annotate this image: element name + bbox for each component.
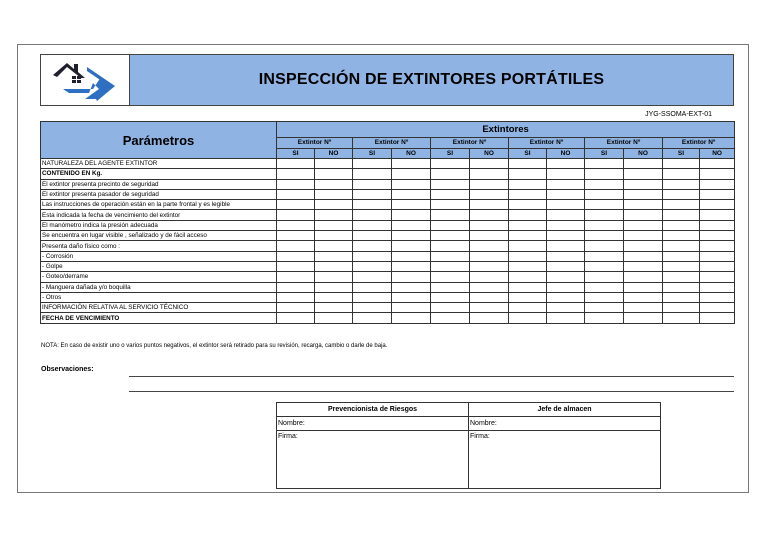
no-check-cell[interactable] — [547, 303, 585, 313]
si-check-cell[interactable] — [353, 169, 392, 179]
no-check-cell[interactable] — [470, 272, 509, 282]
no-check-cell[interactable] — [470, 179, 509, 189]
parameter-label: - Corrosión — [41, 251, 277, 261]
si-check-cell[interactable] — [353, 292, 392, 302]
table-row — [41, 231, 735, 241]
no-check-cell[interactable] — [392, 303, 431, 313]
no-check-cell[interactable] — [547, 231, 585, 241]
si-check-cell[interactable] — [353, 189, 392, 199]
table-row — [41, 261, 735, 271]
no-check-cell[interactable] — [624, 261, 663, 271]
no-check-cell[interactable] — [470, 292, 509, 302]
si-check-cell[interactable] — [431, 292, 470, 302]
si-check-cell[interactable] — [353, 179, 392, 189]
si-check-cell[interactable] — [509, 292, 547, 302]
si-check-cell[interactable] — [277, 200, 315, 210]
no-check-cell[interactable] — [700, 261, 735, 271]
parameter-label: El extintor presenta precinto de seguridad — [41, 179, 277, 189]
table-row — [41, 251, 735, 261]
si-check-cell[interactable] — [431, 179, 470, 189]
no-check-cell[interactable] — [315, 282, 353, 292]
si-check-cell[interactable] — [663, 231, 700, 241]
si-header: SI — [509, 148, 547, 158]
table-row — [41, 159, 735, 169]
si-check-cell[interactable] — [663, 200, 700, 210]
no-check-cell[interactable] — [392, 292, 431, 302]
si-check-cell[interactable] — [431, 303, 470, 313]
extintor-number-header[interactable]: Extintor Nº — [431, 138, 509, 148]
no-check-cell[interactable] — [624, 169, 663, 179]
no-check-cell[interactable] — [547, 272, 585, 282]
si-header: SI — [277, 148, 315, 158]
no-check-cell[interactable] — [624, 220, 663, 230]
nota-text: NOTA: En caso de existir uno o varios puntos negativos, el extintor será retirado para su revisión, recarga, cambio o darle de baja. — [41, 343, 388, 349]
si-check-cell[interactable] — [277, 282, 315, 292]
no-check-cell[interactable] — [392, 282, 431, 292]
si-check-cell[interactable] — [509, 189, 547, 199]
table-row — [41, 282, 735, 292]
extintor-number-header[interactable]: Extintor Nº — [585, 138, 663, 148]
si-check-cell[interactable] — [585, 200, 624, 210]
no-check-cell[interactable] — [315, 261, 353, 271]
signature-title-jefe: Jefe de almacen — [469, 403, 660, 417]
si-check-cell[interactable] — [277, 261, 315, 271]
no-check-cell[interactable] — [392, 241, 431, 251]
si-check-cell[interactable] — [585, 210, 624, 220]
table-row — [41, 169, 735, 179]
no-check-cell[interactable] — [470, 303, 509, 313]
no-check-cell[interactable] — [700, 231, 735, 241]
si-header: SI — [663, 148, 700, 158]
no-check-cell[interactable] — [315, 169, 353, 179]
no-check-cell[interactable] — [547, 169, 585, 179]
si-check-cell[interactable] — [353, 251, 392, 261]
si-check-cell[interactable] — [431, 241, 470, 251]
si-check-cell[interactable] — [353, 220, 392, 230]
si-check-cell[interactable] — [585, 231, 624, 241]
no-check-cell[interactable] — [547, 189, 585, 199]
si-check-cell[interactable] — [431, 200, 470, 210]
no-check-cell[interactable] — [470, 210, 509, 220]
si-check-cell[interactable] — [585, 313, 624, 323]
no-check-cell[interactable] — [315, 303, 353, 313]
no-check-cell[interactable] — [392, 313, 431, 323]
no-check-cell[interactable] — [470, 251, 509, 261]
no-check-cell[interactable] — [392, 251, 431, 261]
si-check-cell[interactable] — [509, 303, 547, 313]
table-row — [41, 200, 735, 210]
parameter-label: Las instrucciones de operación están en la parte frontal y es legible — [41, 200, 277, 210]
no-check-cell[interactable] — [392, 261, 431, 271]
table-row — [41, 303, 735, 313]
si-check-cell[interactable] — [585, 220, 624, 230]
no-check-cell[interactable] — [470, 241, 509, 251]
no-check-cell[interactable] — [624, 159, 663, 169]
si-check-cell[interactable] — [431, 210, 470, 220]
parameter-label: El manómetro indica la presión adecuada — [41, 220, 277, 230]
no-check-cell[interactable] — [547, 200, 585, 210]
si-check-cell[interactable] — [353, 241, 392, 251]
si-check-cell[interactable] — [431, 261, 470, 271]
extintor-number-header[interactable]: Extintor Nº — [663, 138, 735, 148]
no-check-cell[interactable] — [700, 210, 735, 220]
si-check-cell[interactable] — [663, 241, 700, 251]
no-check-cell[interactable] — [700, 159, 735, 169]
si-check-cell[interactable] — [431, 272, 470, 282]
parameter-label: INFORMACIÓN RELATIVA AL SERVICIO TÉCNICO — [41, 303, 277, 313]
no-check-cell[interactable] — [700, 220, 735, 230]
si-check-cell[interactable] — [353, 200, 392, 210]
signature-box-prevencionista — [276, 402, 469, 489]
si-check-cell[interactable] — [509, 272, 547, 282]
no-header: NO — [700, 148, 735, 158]
no-check-cell[interactable] — [624, 272, 663, 282]
si-check-cell[interactable] — [663, 282, 700, 292]
no-check-cell[interactable] — [624, 189, 663, 199]
no-check-cell[interactable] — [470, 189, 509, 199]
no-check-cell[interactable] — [547, 313, 585, 323]
parameter-label: Se encuentra en lugar visible , señalizado y de fácil acceso — [41, 231, 277, 241]
si-check-cell[interactable] — [277, 210, 315, 220]
no-check-cell[interactable] — [624, 231, 663, 241]
si-check-cell[interactable] — [585, 241, 624, 251]
si-check-cell[interactable] — [509, 159, 547, 169]
table-row — [41, 272, 735, 282]
parameter-label: El extintor presenta pasador de seguridad — [41, 189, 277, 199]
no-check-cell[interactable] — [315, 220, 353, 230]
si-check-cell[interactable] — [277, 251, 315, 261]
no-check-cell[interactable] — [470, 261, 509, 271]
si-check-cell[interactable] — [431, 220, 470, 230]
si-check-cell[interactable] — [509, 179, 547, 189]
no-check-cell[interactable] — [392, 159, 431, 169]
no-check-cell[interactable] — [624, 282, 663, 292]
si-check-cell[interactable] — [509, 313, 547, 323]
no-check-cell[interactable] — [624, 241, 663, 251]
no-header: NO — [547, 148, 585, 158]
no-check-cell[interactable] — [315, 179, 353, 189]
si-check-cell[interactable] — [663, 220, 700, 230]
si-check-cell[interactable] — [663, 251, 700, 261]
no-check-cell[interactable] — [700, 179, 735, 189]
si-check-cell[interactable] — [277, 169, 315, 179]
observaciones-line-1[interactable] — [129, 376, 734, 377]
observaciones-line-2[interactable] — [129, 391, 734, 392]
no-check-cell[interactable] — [547, 251, 585, 261]
parameter-label: Presenta daño físico como : — [41, 241, 277, 251]
si-check-cell[interactable] — [277, 159, 315, 169]
si-check-cell[interactable] — [663, 303, 700, 313]
si-header: SI — [431, 148, 470, 158]
no-check-cell[interactable] — [470, 159, 509, 169]
no-check-cell[interactable] — [315, 313, 353, 323]
no-check-cell[interactable] — [624, 210, 663, 220]
no-check-cell[interactable] — [470, 313, 509, 323]
si-check-cell[interactable] — [509, 241, 547, 251]
no-check-cell[interactable] — [547, 210, 585, 220]
si-check-cell[interactable] — [431, 189, 470, 199]
no-check-cell[interactable] — [392, 200, 431, 210]
inspection-table — [40, 121, 735, 324]
si-check-cell[interactable] — [585, 169, 624, 179]
extintor-number-header[interactable]: Extintor Nº — [353, 138, 431, 148]
no-check-cell[interactable] — [547, 179, 585, 189]
si-check-cell[interactable] — [585, 179, 624, 189]
no-header: NO — [624, 148, 663, 158]
si-check-cell[interactable] — [277, 231, 315, 241]
no-check-cell[interactable] — [700, 251, 735, 261]
si-check-cell[interactable] — [277, 179, 315, 189]
no-check-cell[interactable] — [700, 169, 735, 179]
si-header: SI — [353, 148, 392, 158]
table-row — [41, 189, 735, 199]
company-logo — [41, 55, 129, 105]
si-check-cell[interactable] — [663, 261, 700, 271]
si-check-cell[interactable] — [431, 231, 470, 241]
si-check-cell[interactable] — [431, 159, 470, 169]
si-check-cell[interactable] — [277, 313, 315, 323]
form-code: JYG-SSOMA-EXT-01 — [645, 111, 712, 118]
nombre-field-prevencionista[interactable]: Nombre: — [277, 417, 468, 431]
no-check-cell[interactable] — [392, 272, 431, 282]
table-row — [41, 179, 735, 189]
si-check-cell[interactable] — [663, 169, 700, 179]
table-row — [41, 292, 735, 302]
no-check-cell[interactable] — [624, 200, 663, 210]
si-check-cell[interactable] — [585, 292, 624, 302]
no-check-cell[interactable] — [547, 241, 585, 251]
si-check-cell[interactable] — [353, 303, 392, 313]
no-check-cell[interactable] — [470, 200, 509, 210]
no-check-cell[interactable] — [392, 179, 431, 189]
params-header: Parámetros — [41, 122, 277, 159]
firma-field-jefe[interactable]: Firma: — [470, 433, 490, 440]
si-check-cell[interactable] — [509, 261, 547, 271]
no-check-cell[interactable] — [547, 220, 585, 230]
extintor-number-header[interactable]: Extintor Nº — [277, 138, 353, 148]
no-check-cell[interactable] — [470, 231, 509, 241]
si-check-cell[interactable] — [431, 169, 470, 179]
signature-title-prevencionista: Prevencionista de Riesgos — [277, 403, 468, 417]
no-check-cell[interactable] — [700, 303, 735, 313]
no-check-cell[interactable] — [700, 313, 735, 323]
parameter-label: CONTENIDO EN Kg. — [41, 169, 277, 179]
si-check-cell[interactable] — [509, 169, 547, 179]
si-check-cell[interactable] — [277, 303, 315, 313]
si-check-cell[interactable] — [663, 189, 700, 199]
si-check-cell[interactable] — [353, 231, 392, 241]
si-check-cell[interactable] — [353, 272, 392, 282]
si-check-cell[interactable] — [585, 189, 624, 199]
no-check-cell[interactable] — [624, 303, 663, 313]
si-check-cell[interactable] — [431, 251, 470, 261]
si-check-cell[interactable] — [663, 272, 700, 282]
si-check-cell[interactable] — [277, 241, 315, 251]
parameter-label: - Otros — [41, 292, 277, 302]
parameter-label: - Golpe — [41, 261, 277, 271]
observaciones-label: Observaciones: — [41, 366, 94, 373]
no-check-cell[interactable] — [700, 241, 735, 251]
parameter-label: - Goteo/derrame — [41, 272, 277, 282]
si-check-cell[interactable] — [663, 292, 700, 302]
si-check-cell[interactable] — [663, 210, 700, 220]
no-check-cell[interactable] — [547, 292, 585, 302]
no-check-cell[interactable] — [315, 241, 353, 251]
si-check-cell[interactable] — [585, 303, 624, 313]
parameter-label: NATURALEZA DEL AGENTE EXTINTOR — [41, 159, 277, 169]
si-check-cell[interactable] — [353, 313, 392, 323]
si-check-cell[interactable] — [585, 272, 624, 282]
si-check-cell[interactable] — [585, 261, 624, 271]
si-check-cell[interactable] — [509, 200, 547, 210]
no-check-cell[interactable] — [315, 200, 353, 210]
table-row — [41, 241, 735, 251]
parameter-label: Esta indicada la fecha de vencimiento del extintor — [41, 210, 277, 220]
si-check-cell[interactable] — [277, 292, 315, 302]
no-check-cell[interactable] — [700, 282, 735, 292]
no-check-cell[interactable] — [392, 220, 431, 230]
si-check-cell[interactable] — [353, 261, 392, 271]
no-check-cell[interactable] — [392, 231, 431, 241]
no-check-cell[interactable] — [315, 231, 353, 241]
si-check-cell[interactable] — [663, 179, 700, 189]
no-check-cell[interactable] — [315, 210, 353, 220]
no-check-cell[interactable] — [547, 159, 585, 169]
si-check-cell[interactable] — [509, 231, 547, 241]
logo-cell — [41, 55, 130, 105]
si-check-cell[interactable] — [277, 189, 315, 199]
table-row — [41, 220, 735, 230]
no-check-cell[interactable] — [624, 313, 663, 323]
form-header — [40, 54, 734, 106]
no-check-cell[interactable] — [315, 159, 353, 169]
no-check-cell[interactable] — [315, 189, 353, 199]
no-check-cell[interactable] — [700, 189, 735, 199]
no-check-cell[interactable] — [315, 272, 353, 282]
si-check-cell[interactable] — [509, 251, 547, 261]
si-check-cell[interactable] — [585, 251, 624, 261]
si-check-cell[interactable] — [663, 313, 700, 323]
no-check-cell[interactable] — [470, 282, 509, 292]
signature-box-jefe — [468, 402, 661, 489]
si-header: SI — [585, 148, 624, 158]
firma-field-prevencionista[interactable]: Firma: — [278, 433, 298, 440]
no-check-cell[interactable] — [624, 179, 663, 189]
si-check-cell[interactable] — [431, 282, 470, 292]
parameter-label: FECHA DE VENCIMIENTO — [41, 313, 277, 323]
no-check-cell[interactable] — [547, 261, 585, 271]
table-row — [41, 210, 735, 220]
si-check-cell[interactable] — [277, 220, 315, 230]
si-check-cell[interactable] — [509, 282, 547, 292]
no-check-cell[interactable] — [547, 282, 585, 292]
si-check-cell[interactable] — [353, 159, 392, 169]
no-check-cell[interactable] — [315, 251, 353, 261]
no-header: NO — [470, 148, 509, 158]
no-check-cell[interactable] — [700, 272, 735, 282]
no-check-cell[interactable] — [700, 292, 735, 302]
nombre-field-jefe[interactable]: Nombre: — [469, 417, 660, 431]
si-check-cell[interactable] — [585, 159, 624, 169]
si-check-cell[interactable] — [277, 272, 315, 282]
table-row — [41, 313, 735, 323]
title-cell — [130, 55, 733, 105]
no-check-cell[interactable] — [624, 292, 663, 302]
form-title: INSPECCIÓN DE EXTINTORES PORTÁTILES — [258, 71, 605, 88]
si-check-cell[interactable] — [663, 159, 700, 169]
si-check-cell[interactable] — [353, 282, 392, 292]
no-header: NO — [392, 148, 431, 158]
extintores-header: Extintores — [277, 122, 735, 138]
no-header: NO — [315, 148, 353, 158]
si-check-cell[interactable] — [509, 210, 547, 220]
no-check-cell[interactable] — [392, 210, 431, 220]
si-check-cell[interactable] — [431, 313, 470, 323]
no-check-cell[interactable] — [470, 220, 509, 230]
no-check-cell[interactable] — [315, 292, 353, 302]
no-check-cell[interactable] — [392, 189, 431, 199]
si-check-cell[interactable] — [585, 282, 624, 292]
no-check-cell[interactable] — [392, 169, 431, 179]
no-check-cell[interactable] — [700, 200, 735, 210]
si-check-cell[interactable] — [353, 210, 392, 220]
extintor-number-header[interactable]: Extintor Nº — [509, 138, 585, 148]
no-check-cell[interactable] — [470, 169, 509, 179]
si-check-cell[interactable] — [509, 220, 547, 230]
parameter-label: - Manguera dañada y/o boquilla — [41, 282, 277, 292]
no-check-cell[interactable] — [624, 251, 663, 261]
